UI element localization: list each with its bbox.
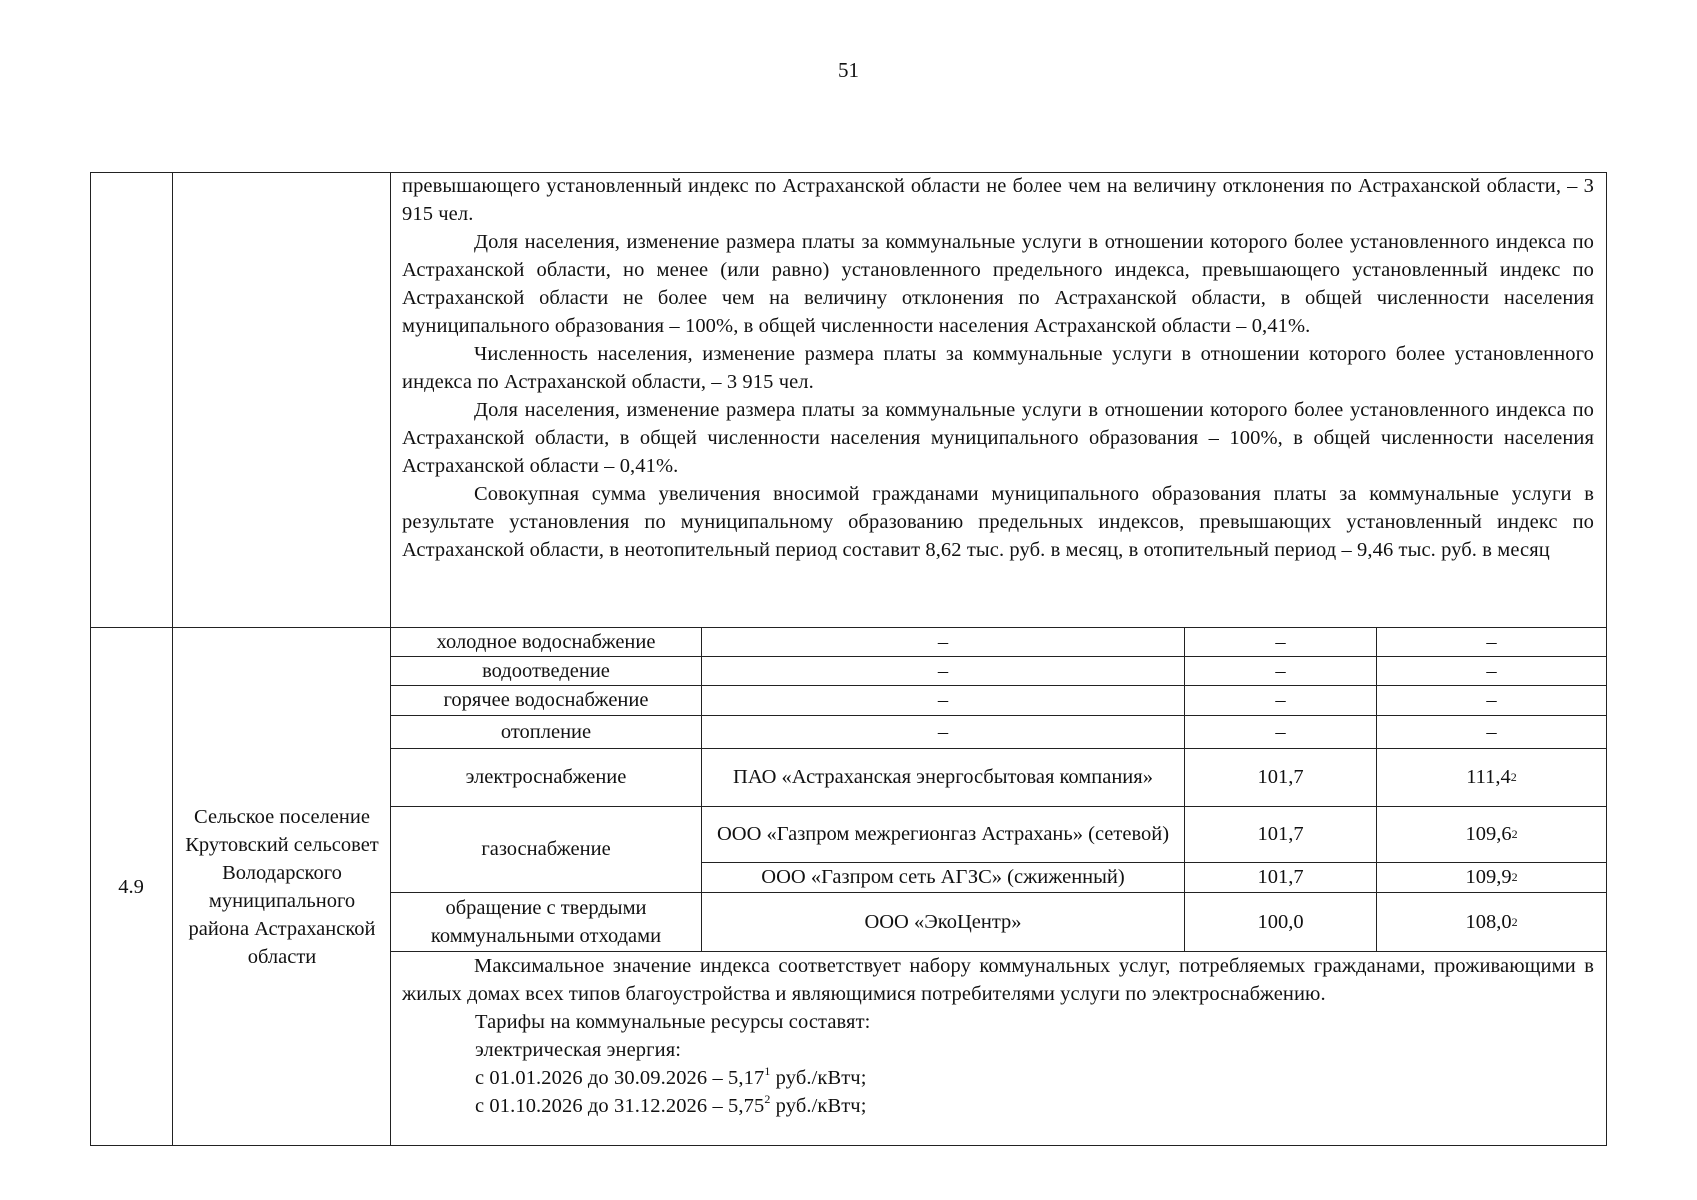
service-index: 101,7 [1257, 866, 1304, 888]
service-limit: 109,9 2 [1377, 862, 1606, 892]
service-name: электроснабжение [465, 766, 627, 788]
tariff-period-value: с 01.01.2026 до 30.09.2026 – 5,17 [475, 1067, 765, 1089]
municipality-name: Сельское поселение Крутовский сельсовет Володарского муниципального района Астраханской области [185, 805, 379, 968]
limit-value: 109,6 [1465, 823, 1512, 845]
service-name: отопление [500, 720, 592, 743]
tariff-group: электрическая энергия: [475, 1039, 682, 1061]
tariff-period-value: с 01.10.2026 до 31.12.2026 – 5,75 [475, 1095, 765, 1117]
footnote-ref: 2 [764, 1092, 771, 1106]
service-name: обращение с твердыми коммунальными отходами [430, 896, 662, 947]
paragraph: Численность населения, изменение размера платы за коммунальные услуги в отношении которого более установленного индекса по Астраханской области, – 3 915 чел. [402, 343, 1594, 393]
footnote-ref: 1 [764, 1064, 771, 1078]
page-number: 51 [838, 58, 859, 82]
paragraph: Доля населения, изменение размера платы за коммунальные услуги в отношении которого более установленного индекса по Астраханской области, но менее (или равно) установленного предельного индекса, превышающего установленный индекс по Астраханской области не более чем на величину отклонения по Астраханской области, в общей численности населения муниципального образования – 100%, в общей численности населения Астраханской области – 0,41%. [402, 231, 1594, 337]
service-limit: – [1486, 720, 1497, 743]
service-limit: – [1486, 689, 1497, 711]
service-limit: 109,6 2 [1377, 806, 1606, 862]
service-name: водоотведение [482, 659, 610, 682]
service-limit: 108,0 2 [1377, 892, 1606, 951]
tariffs-intro: Тарифы на коммунальные ресурсы составят: [475, 1011, 871, 1033]
paragraph: превышающего установленный индекс по Астраханской области не более чем на величину отклонения по Астраханской области, – 3 915 чел. [402, 175, 1594, 225]
service-name: газоснабжение [481, 838, 611, 860]
service-provider: – [937, 720, 949, 743]
service-limit: – [1486, 630, 1497, 653]
tariff-line [402, 1092, 1594, 1120]
service-name: горячее водоснабжение [443, 689, 649, 711]
limit-value: 109,9 [1465, 866, 1512, 888]
service-limit: 111,4 2 [1377, 748, 1606, 806]
tariff-line [402, 1064, 1594, 1092]
service-provider: ООО «ЭкоЦентр» [864, 910, 1022, 933]
service-name: холодное водоснабжение [436, 630, 656, 653]
col-number-separator [172, 172, 173, 1146]
tariff-unit: руб./кВтч; [770, 1095, 867, 1117]
service-provider: – [937, 689, 949, 711]
service-index: – [1275, 689, 1286, 711]
service-index: – [1275, 630, 1286, 653]
index-table [90, 172, 1607, 1146]
service-index: 100,0 [1257, 910, 1304, 933]
continuation-text [402, 172, 1594, 564]
service-index: 101,7 [1257, 766, 1304, 788]
limit-value: 108,0 [1465, 910, 1512, 933]
entry-number: 4.9 [118, 875, 144, 898]
service-index: – [1275, 720, 1286, 743]
service-provider: – [937, 630, 949, 653]
service-provider: – [937, 659, 949, 682]
max-index-note: Максимальное значение индекса соответствует набору коммунальных услуг, потребляемых гражданами, проживающими в жилых домах всех типов благоустройства и являющимися потребителями услуги по электроснабжению. [402, 955, 1594, 1005]
limit-value: 111,4 [1466, 766, 1511, 788]
service-provider: ПАО «Астраханская энергосбытовая компания» [733, 766, 1153, 788]
service-limit: – [1486, 659, 1497, 682]
service-provider: ООО «Газпром межрегионгаз Астрахань» (сетевой) [716, 823, 1170, 845]
service-index: – [1275, 659, 1286, 682]
table-right-border [1606, 172, 1607, 1146]
service-index: 101,7 [1257, 823, 1304, 845]
paragraph: Совокупная сумма увеличения вносимой гражданами муниципального образования платы за коммунальные услуги в результате установления по муниципальному образованию предельных индексов, превышающих установленный индекс по Астраханской области, в неотопительный период составит 8,62 тыс. руб. в месяц, в отопительный период – 9,46 тыс. руб. в месяц [402, 483, 1594, 561]
entry-notes [402, 952, 1594, 1120]
paragraph: Доля населения, изменение размера платы за коммунальные услуги в отношении которого более установленного индекса по Астраханской области, в общей численности населения муниципального образования – 100%, в общей численности населения Астраханской области – 0,41%. [402, 399, 1594, 477]
tariff-unit: руб./кВтч; [770, 1067, 867, 1089]
service-provider: ООО «Газпром сеть АГЗС» (сжиженный) [761, 866, 1125, 888]
